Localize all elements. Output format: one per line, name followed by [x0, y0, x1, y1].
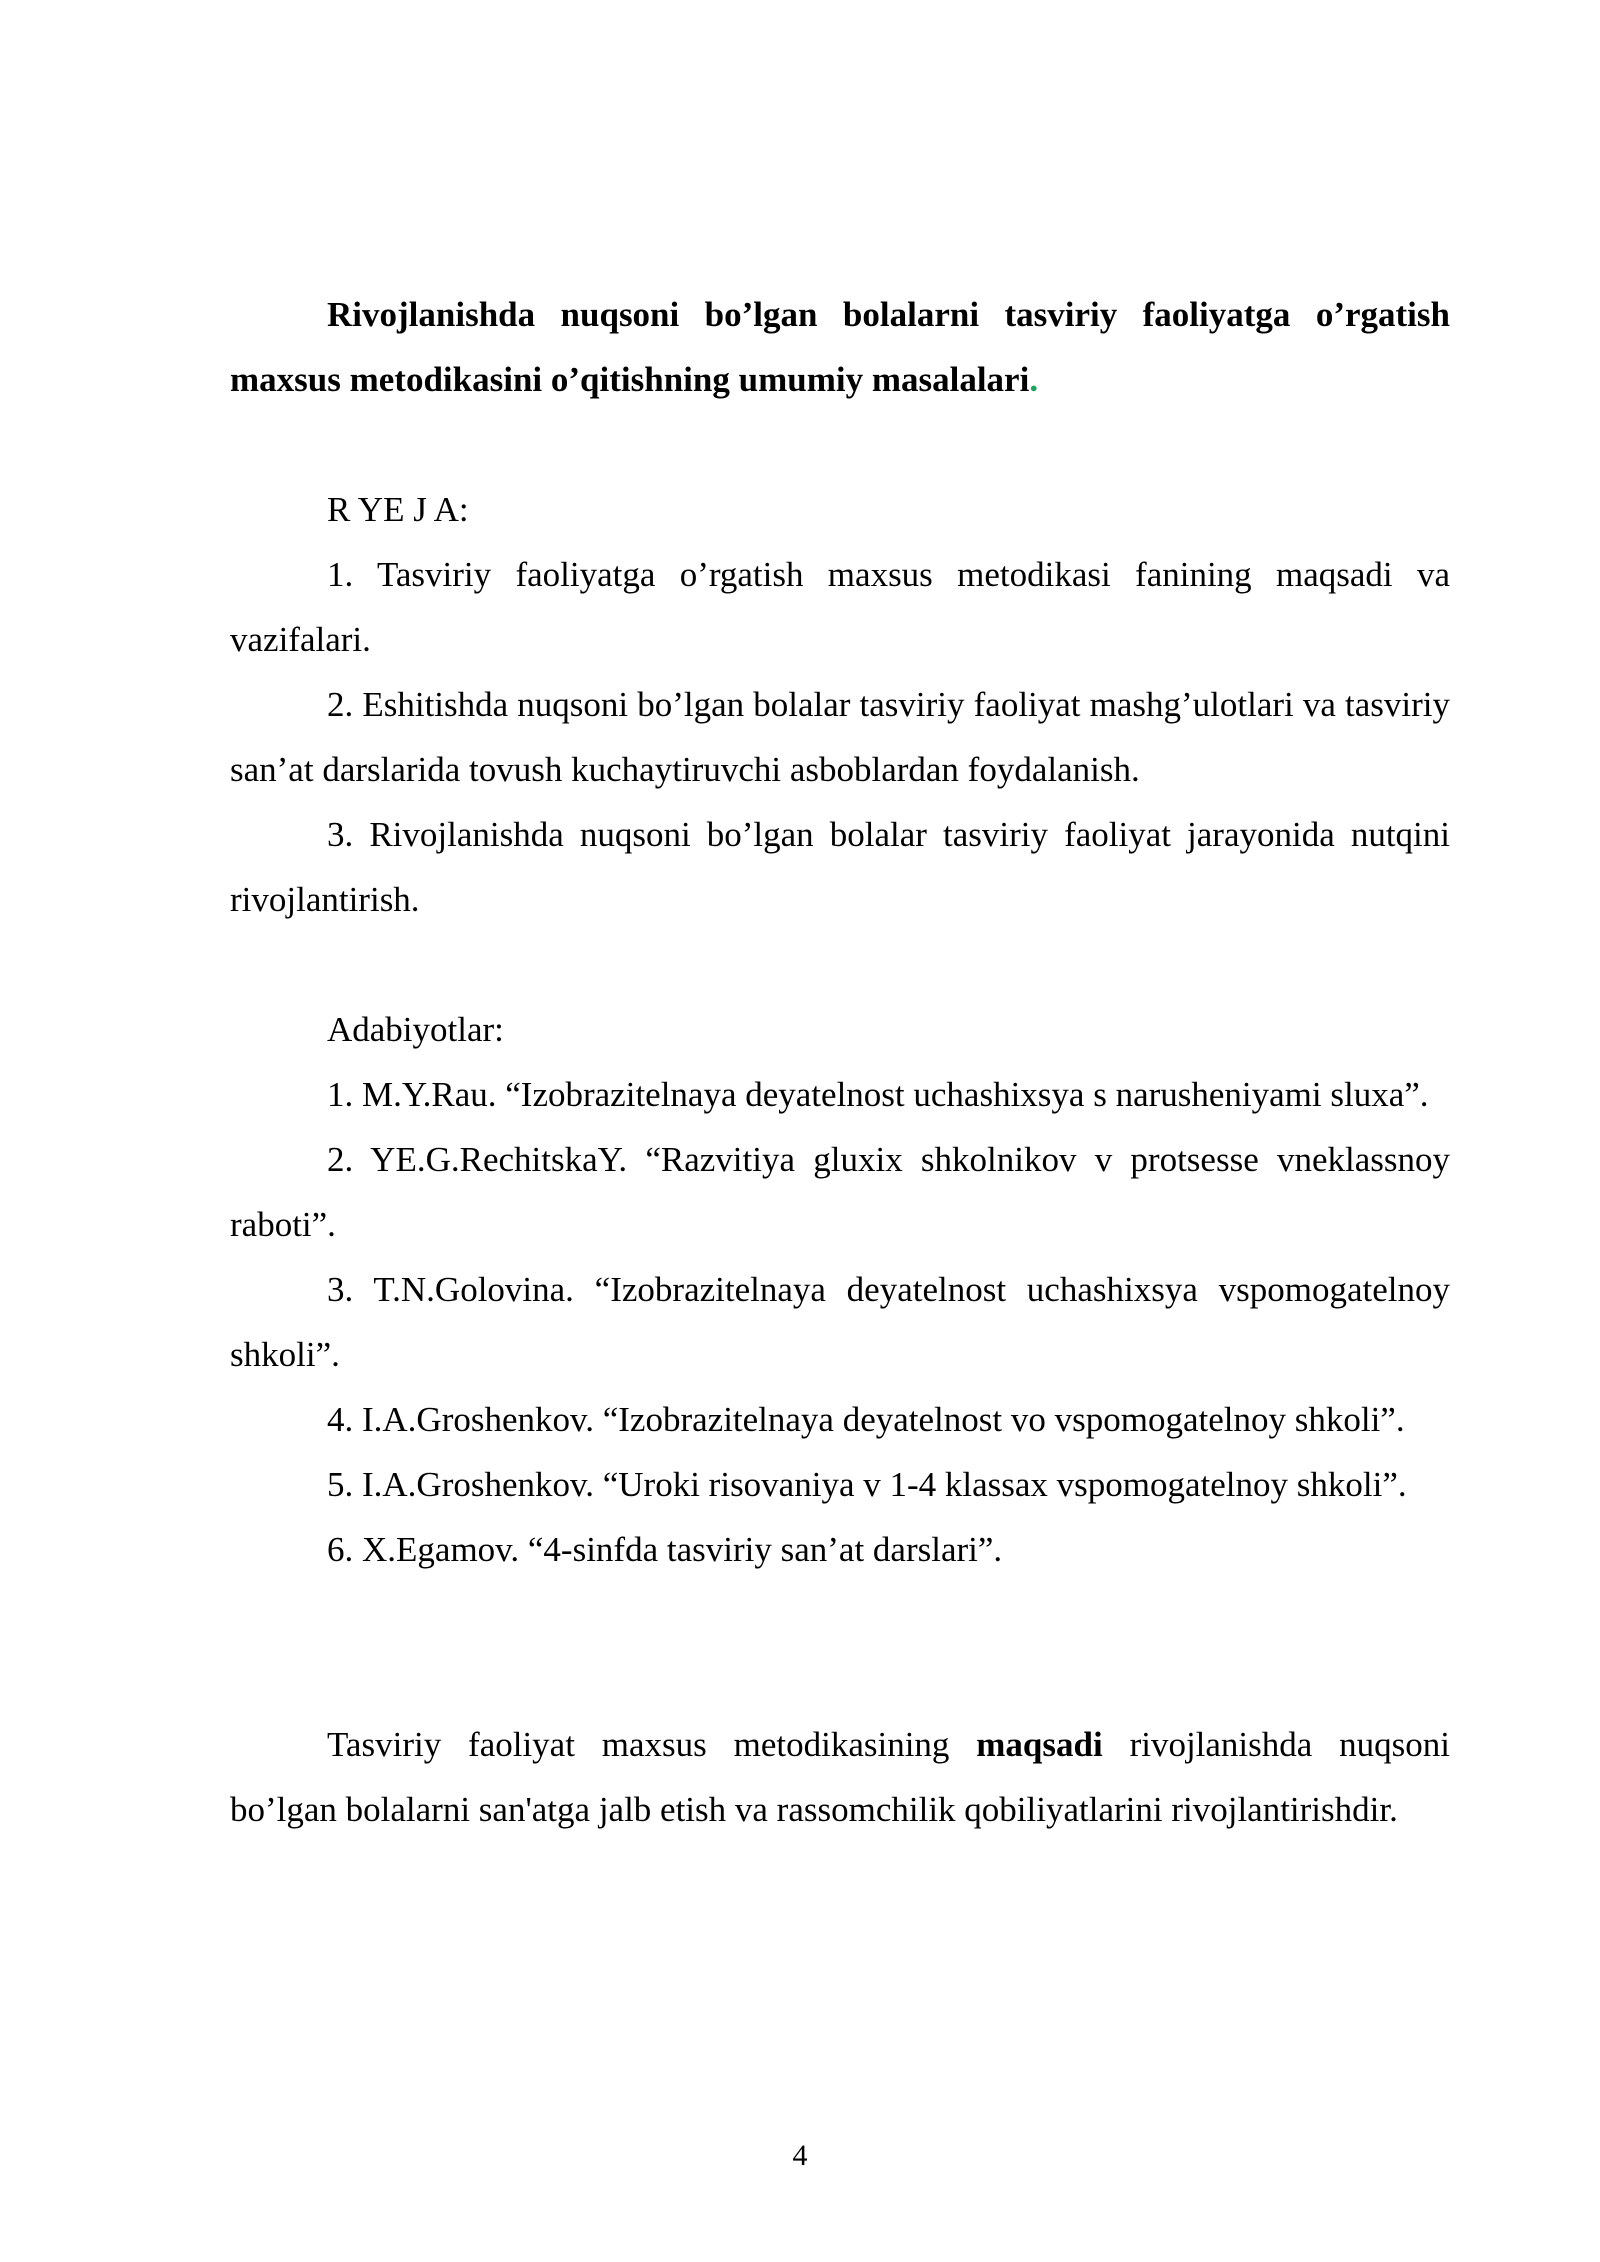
goal-paragraph — [230, 1712, 1450, 1842]
spacer — [230, 412, 1450, 477]
plan-item-3: 3. Rivojlanishda nuqsoni bo’lgan bolalar tasviriy faoliyat jarayonida nutqini rivojlantirish. — [230, 815, 1450, 919]
document-title-text: Rivojlanishda nuqsoni bo’lgan bolalarni tasviriy faoliyatga o’rgatish maxsus metodikasini o’qitishning umumiy masalalari — [230, 295, 1450, 399]
literature-item-2: 2. YE.G.RechitskaY. “Razvitiya gluxix shkolnikov v protsesse vneklassnoy raboti”. — [230, 1140, 1450, 1244]
plan-item-1: 1. Tasviriy faoliyatga o’rgatish maxsus metodikasi fanining maqsadi va vazifalari. — [230, 555, 1450, 659]
literature-item-4: 4. I.A.Groshenkov. “Izobrazitelnaya deyatelnost vo vspomogatelnoy shkoli”. — [327, 1400, 1405, 1439]
spacer — [230, 1582, 1450, 1712]
plan-item-2: 2. Eshitishda nuqsoni bo’lgan bolalar tasviriy faoliyat mashg’ulotlari va tasviriy san’at darslarida tovush kuchaytiruvchi asboblardan foydalanish. — [230, 685, 1450, 789]
literature-item-1: 1. M.Y.Rau. “Izobrazitelnaya deyatelnost uchashixsya s narusheniyami sluxa”. — [327, 1075, 1429, 1114]
document-title — [230, 282, 1450, 412]
plan-heading: R YE J A: — [327, 490, 469, 529]
document-title-dot: . — [1029, 360, 1039, 399]
goal-keyword: maqsadi — [976, 1725, 1103, 1764]
literature-item-6: 6. X.Egamov. “4-sinfda tasviriy san’at darslari”. — [327, 1530, 1003, 1569]
document-page — [230, 282, 1450, 1842]
page-number: 4 — [792, 2139, 808, 2172]
goal-text-after: rivojlanishda nuqsoni bo’lgan bolalarni san'atga jalb etish va rassomchilik qobiliyatlarini rivojlantirishdir. — [230, 1725, 1450, 1829]
literature-item-5: 5. I.A.Groshenkov. “Uroki risovaniya v 1-4 klassax vspomogatelnoy shkoli”. — [327, 1465, 1407, 1504]
literature-heading: Adabiyotlar: — [327, 1010, 504, 1049]
spacer — [230, 932, 1450, 997]
goal-text-before: Tasviriy faoliyat maxsus metodikasining — [327, 1725, 977, 1764]
literature-item-3: 3. T.N.Golovina. “Izobrazitelnaya deyatelnost uchashixsya vspomogatelnoy shkoli”. — [230, 1270, 1450, 1374]
